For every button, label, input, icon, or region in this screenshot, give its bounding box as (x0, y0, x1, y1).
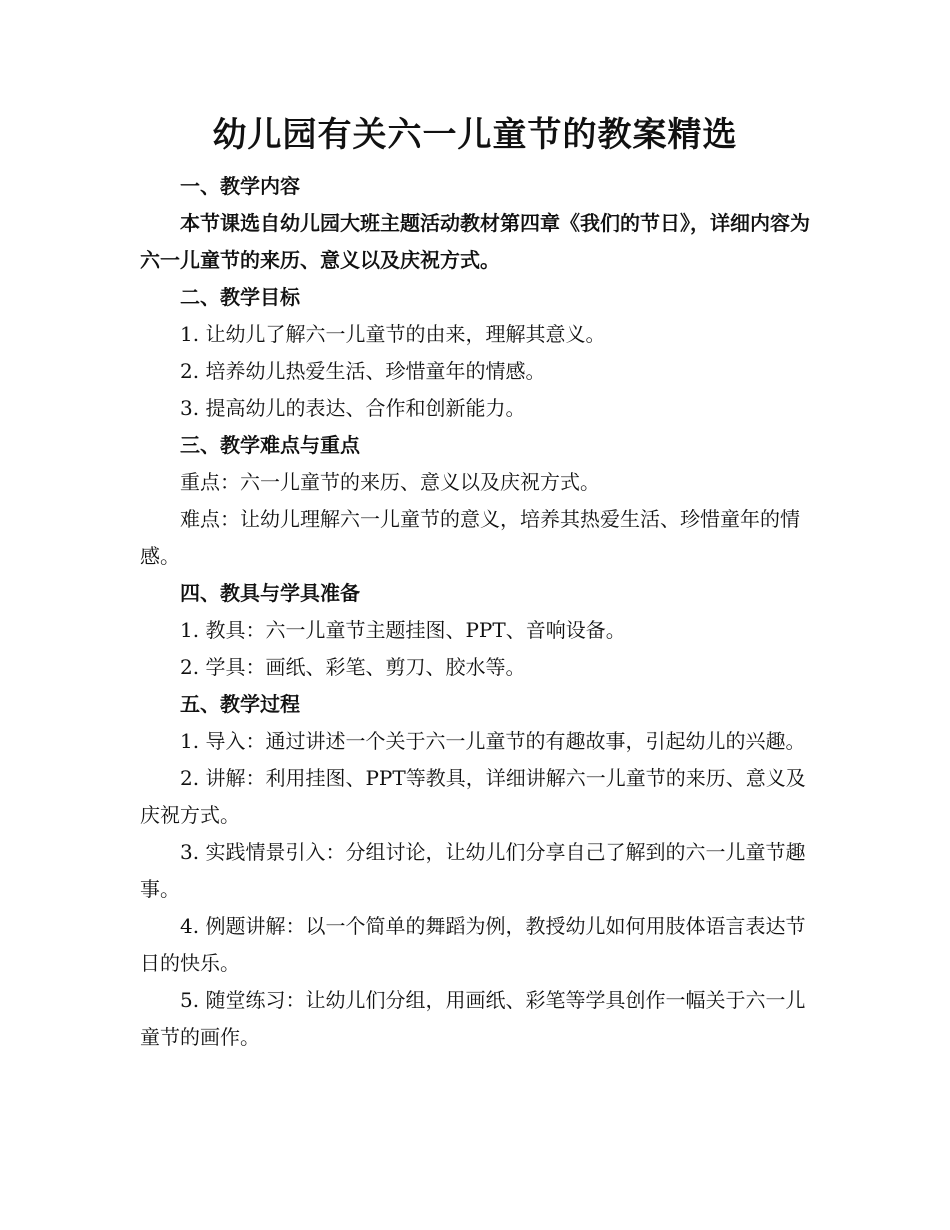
list-item: 2. 讲解：利用挂图、PPT等教具，详细讲解六一儿童节的来历、意义及庆祝方式。 (140, 766, 806, 827)
list-item: 2. 培养幼儿热爱生活、珍惜童年的情感。 (180, 359, 546, 383)
list-item: 1. 教具：六一儿童节主题挂图、PPT、音响设备。 (180, 618, 626, 642)
paragraph: 重点：六一儿童节的来历、意义以及庆祝方式。 (180, 470, 600, 494)
list-item: 1. 导入：通过讲述一个关于六一儿童节的有趣故事，引起幼儿的兴趣。 (180, 729, 806, 753)
document-title: 幼儿园有关六一儿童节的教案精选 (212, 115, 738, 155)
paragraph: 难点：让幼儿理解六一儿童节的意义，培养其热爱生活、珍惜童年的情感。 (140, 507, 800, 568)
section-heading: 二、教学目标 (180, 285, 300, 309)
section-heading: 五、教学过程 (180, 692, 300, 716)
list-item: 3. 提高幼儿的表达、合作和创新能力。 (180, 396, 526, 420)
list-item: 1. 让幼儿了解六一儿童节的由来，理解其意义。 (180, 322, 606, 346)
list-item: 2. 学具：画纸、彩笔、剪刀、胶水等。 (180, 655, 526, 679)
paragraph: 本节课选自幼儿园大班主题活动教材第四章《我们的节日》，详细内容为六一儿童节的来历、意义以及庆祝方式。 (140, 211, 810, 272)
list-item: 4. 例题讲解：以一个简单的舞蹈为例，教授幼儿如何用肢体语言表达节日的快乐。 (140, 914, 806, 975)
section-heading: 三、教学难点与重点 (180, 433, 360, 457)
section-heading: 一、教学内容 (180, 174, 300, 198)
section-heading: 四、教具与学具准备 (180, 581, 360, 605)
document-page (140, 108, 810, 1056)
list-item: 5. 随堂练习：让幼儿们分组，用画纸、彩笔等学具创作一幅关于六一儿童节的画作。 (140, 988, 806, 1049)
list-item: 3. 实践情景引入：分组讨论，让幼儿们分享自己了解到的六一儿童节趣事。 (140, 840, 806, 901)
